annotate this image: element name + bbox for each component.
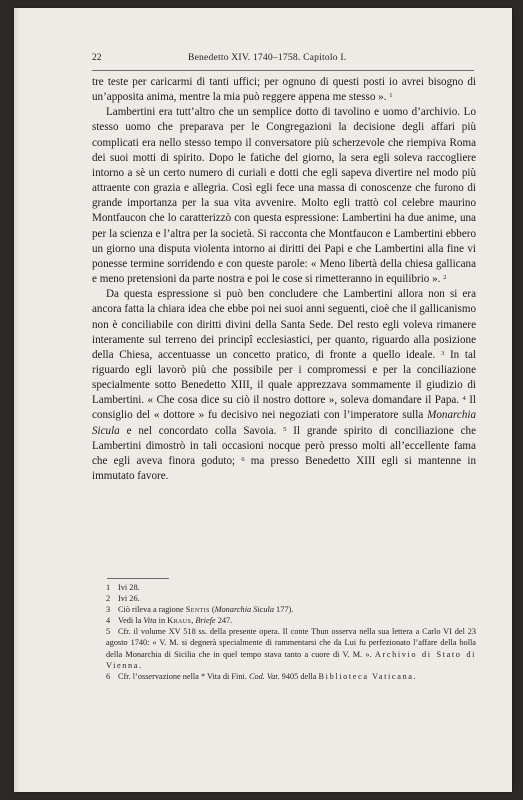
footnote-ref-4: 4 [462, 395, 466, 403]
footnote-4: 4 Vedi la Vita in Kraus, Briefe 247. [106, 616, 233, 626]
header-rule [92, 70, 474, 71]
running-title: Benedetto XIV. 1740–1758. Capitolo I. [188, 52, 347, 63]
footnote-rule [107, 578, 169, 579]
footnote-3: 3 Ciò rileva a ragione Sentis (Monarchia Sicula 177). [106, 605, 294, 615]
footnote-ref-6: 6 [241, 455, 245, 463]
footnote-ref-2: 2 [443, 274, 447, 282]
footnote-ref-5: 5 [283, 425, 287, 433]
book-page [14, 8, 512, 792]
footnote-ref-3: 3 [440, 349, 445, 357]
paragraph-1: tre teste per caricarmi di tanti uffici; per ognuno di questi posti io avrei bisogno di un’apposita anima, mentre la mia può reggere appena me stesso ». $^1$ [92, 76, 476, 104]
footnote-ref-1: 1 [389, 92, 393, 100]
paragraph-3: Da questa espressione si può ben concludere che Lambertini allora non si era ancora fatta la chiara idea che ebbe poi nei suoi anni seguenti, cioè che il gallicanismo non è conciliabile con diritti divini della Santa Sede. Del resto egli voleva rimanere interamente sul terreno dei principî ecclesiastici, per quanto, riguardo alla posizione della Chiesa, accentuasse un concetto pratico, di fronte a quello ideale. $^3$ In tal riguardo egli lavorò più che possibile per i compromessi e per la conciliazione specialmente sotto Benedetto XIII, il quale apprezzava sommamente il giudizio di Lambertini. « Che cosa dice su ciò il nostro dottore », soleva domandare il Papa. $^4$ Il consiglio del « dottore » fu decisivo nei negoziati con l’imperatore sulla Monarchia Sicula e nel concordato colla Savoia. $^5$ Il grande spirito di conciliazione che Lambertini dimostrò in tali occasioni nocque però presso molti all’eccellente fama che egli aveva finora goduto; $^6$ ma presso Benedetto XIII egli si mantenne in immutato favore. [92, 288, 476, 483]
footnotes [106, 582, 476, 682]
footnote-5: 5 Cfr. il volume XV 518 ss. della presente opera. Il conte Thun osserva nella sua lettera a Carlo VI del 23 agosto 1740: « V. M. si degnerà specialmente di rammentarsi che da Lui fu perfezionato l’affare della bolla della Monarchia di Sicilia che in quel tempo stava tanto a cuore di V. M. ». Archivio di Stato di Vienna. [106, 627, 476, 670]
footnote-2: 2 Ivi 26. [106, 594, 140, 604]
footnote-1: 1 Ivi 28. [106, 583, 140, 592]
footnote-6: 6 Cfr. l’osservazione nella * Vita di Fini. Cod. Vat. 9405 della Biblioteca Vaticana. [106, 671, 416, 681]
page-gutter-shadow [14, 8, 20, 792]
running-header [92, 52, 462, 66]
page-number: 22 [92, 52, 102, 63]
main-text [92, 75, 476, 484]
paragraph-2: Lambertini era tutt’altro che un semplice dotto di tavolino e uomo d’archivio. Lo stesso uomo che preparava per le Congregazioni la decisione degli affari più complicati era nello stesso tempo il conversatore più scherzevole che riempiva Roma dei suoi motti di spirito. Dopo le fatiche del giorno, la sera egli soleva raccogliere intorno a sè un certo numero di curiali e dotti che egli sapeva divertire nel modo più attraente con grazia e allegria. Così egli fece una massa di conoscenze che furono di grande importanza per la sua vita avvenire. Molto egli trattò col celebre maurino Montfaucon che lo caratterizzò con questa espressione: Lambertini ha due anime, una per la scienza e l’altra per la società. Si racconta che Montfaucon e Lambertini ebbero un giorno una disputa violenta intorno ai diritti dei Papi e che Lambertini alla fine vi ponesse termine sorridendo e con queste parole: « Meno libertà della chiesa gallicana e meno pretensioni da parte nostra e poi le cose si rimetteranno in equilibrio ». $^2$ [92, 106, 476, 286]
